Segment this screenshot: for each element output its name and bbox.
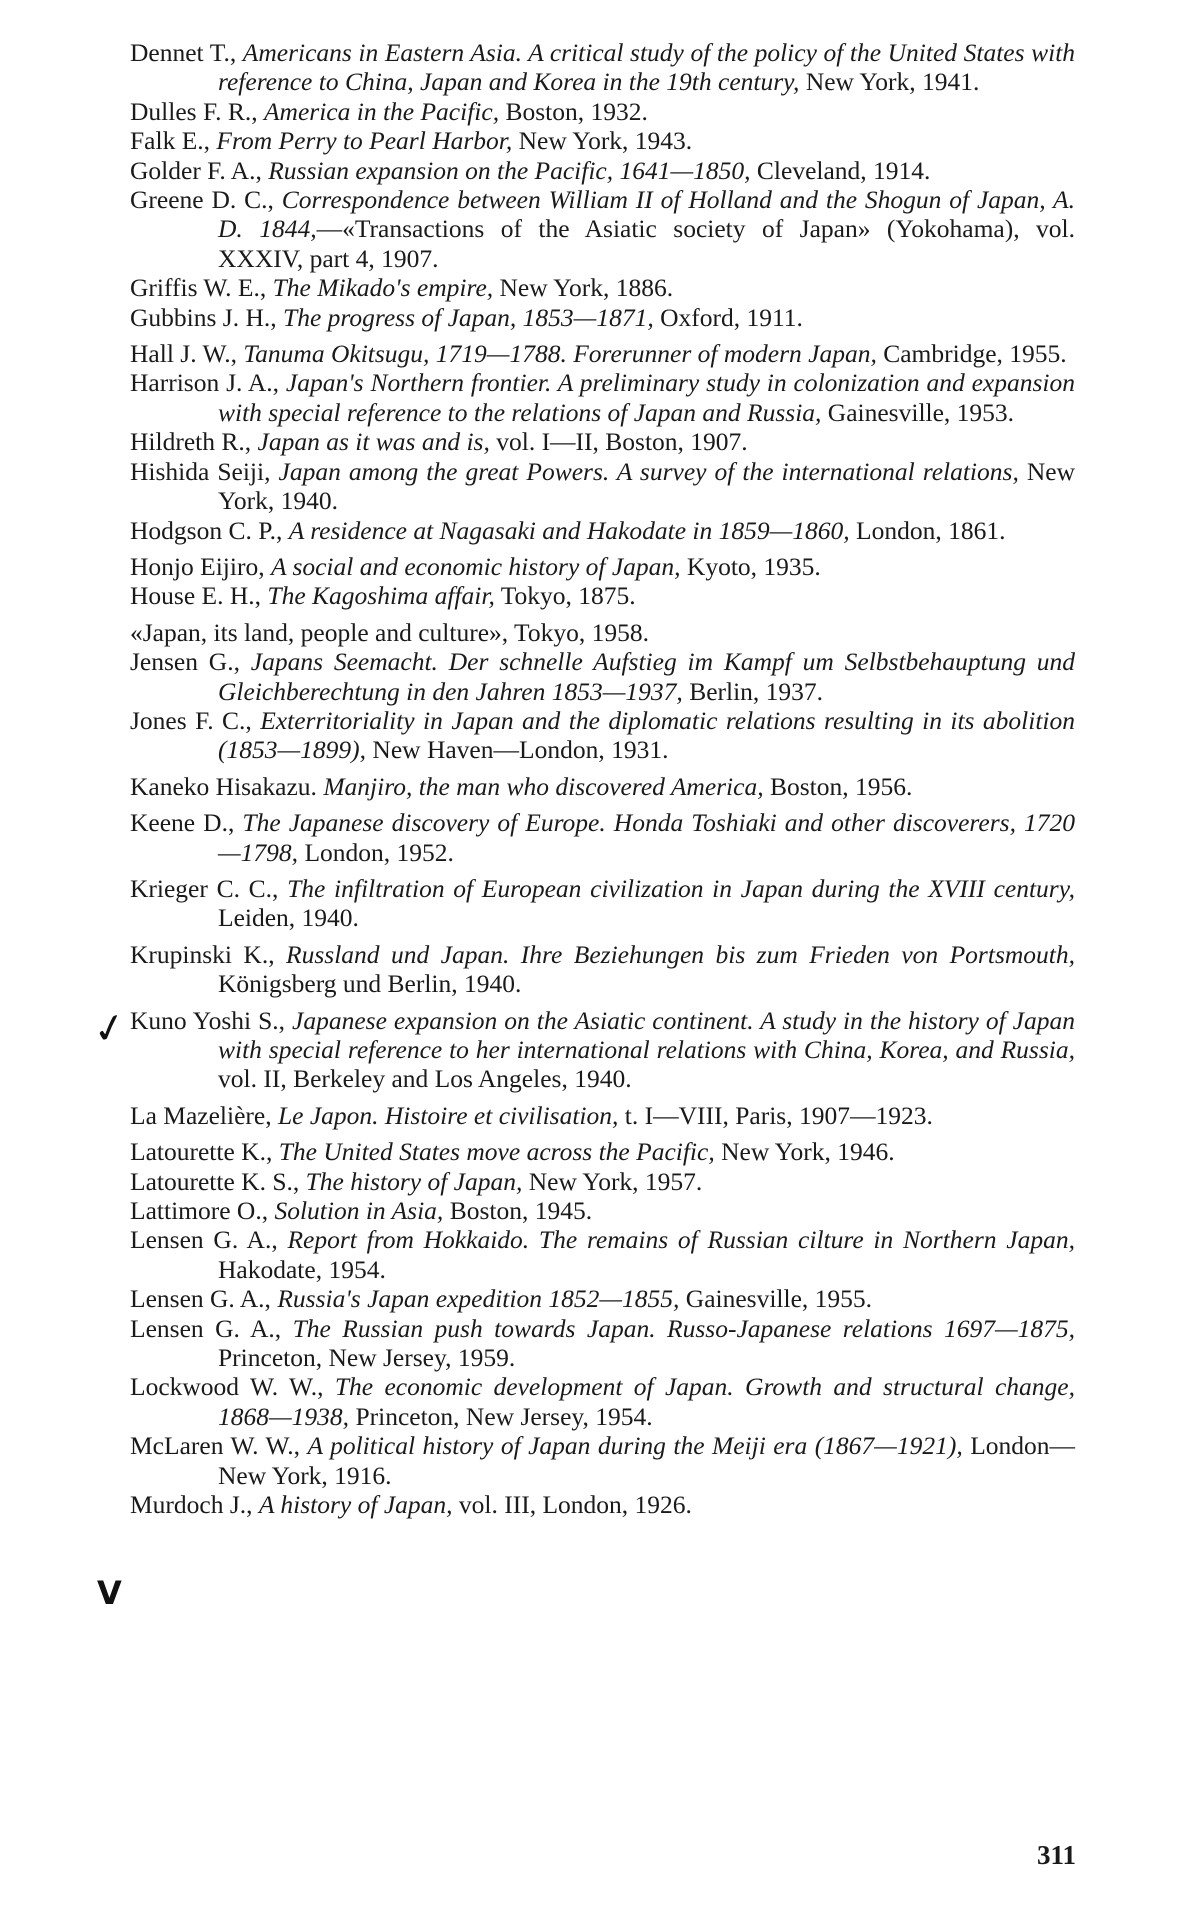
entry-publication: Tokyo, 1875. — [500, 581, 636, 611]
entry-title: Solution in Asia, — [274, 1196, 444, 1226]
entry-author: Hishida Seiji, — [130, 456, 271, 486]
bibliography-entry — [130, 1314, 1075, 1373]
entry-author: Hildreth R., — [130, 427, 252, 457]
entry-author: Hall J. W., — [130, 339, 237, 369]
bibliography-entry — [130, 940, 1075, 999]
entry-publication: New York, 1943. — [518, 126, 693, 156]
entry-title: The Mikado's empire, — [272, 273, 494, 303]
entry-author: Dulles F. R., — [130, 96, 258, 126]
entry-title: The progress of Japan, 1853—1871, — [283, 302, 654, 332]
entry-publication: Kyoto, 1935. — [686, 551, 821, 581]
entry-title: The economic development of Japan. Growth and structural change, 1868—1938, — [218, 1372, 1076, 1431]
bibliography-entry — [130, 126, 1075, 155]
entry-title: Exterritoriality in Japan and the diplomatic relations resulting in its abolition (1853—1899), — [218, 705, 1075, 765]
entry-title: A social and economic history of Japan, — [270, 551, 681, 581]
entry-title: A history of Japan, — [258, 1490, 453, 1520]
entry-publication: New York, 1946. — [721, 1137, 895, 1167]
entry-author: Hodgson C. P., — [130, 515, 283, 545]
entry-publication: New York, 1940. — [218, 456, 1076, 516]
bibliography-entry — [130, 552, 1075, 581]
entry-author: Falk E., — [130, 126, 211, 156]
bibliography-list — [130, 38, 1075, 1520]
bibliography-entry — [130, 38, 1075, 97]
entry-title: Japan among the great Powers. A survey of the international relations, — [278, 456, 1019, 486]
bibliography-entry — [130, 97, 1075, 126]
entry-author: Keene D., — [130, 808, 235, 838]
entry-title: The history of Japan, — [305, 1166, 523, 1196]
entry-title: The Japanese discovery of Europe. Honda Toshiaki and other discoverers, 1720—1798, — [218, 808, 1075, 867]
bibliography-entry — [130, 1101, 1075, 1130]
entry-title: From Perry to Pearl Harbor, — [216, 126, 513, 156]
entry-author: Lockwood W. W., — [130, 1372, 324, 1402]
entry-publication: t. I—VIII, Paris, 1907—1923. — [624, 1100, 933, 1130]
entry-title: Tanuma Okitsugu, 1719—1788. Forerunner of modern Japan, — [243, 339, 877, 369]
entry-title: A residence at Nagasaki and Hakodate in 1859—1860, — [288, 515, 850, 545]
entry-title: Japan's Northern frontier. A preliminary study in colonization and expansion with special reference to the relations of Japan and Russia, — [218, 368, 1075, 427]
bibliography-entry — [130, 516, 1075, 545]
entry-title: Japan as it was and is, — [257, 427, 490, 457]
entry-publication: Oxford, 1911. — [660, 302, 803, 332]
entry-publication: Hakodate, 1954. — [218, 1254, 386, 1284]
entry-author: Kaneko Hisakazu. — [130, 771, 317, 801]
entry-author: Kuno Yoshi S., — [130, 1005, 286, 1035]
entry-publication: —«Transactions of the Asiatic society of Japan» (Yokohama), vol. XXXIV, part 4, 1907. — [218, 214, 1076, 273]
entry-publication: New York, 1886. — [499, 273, 674, 303]
entry-title: Americans in Eastern Asia. A critical study of the policy of the United States with reference to China, Japan and Korea in the 19th century, — [218, 38, 1076, 97]
bibliography-entry — [130, 185, 1075, 273]
entry-publication: Princeton, New Jersey, 1959. — [218, 1343, 516, 1373]
entry-author: Krupinski K., — [130, 939, 275, 969]
entry-title: Russian expansion on the Pacific, 1641—1850, — [268, 155, 751, 185]
entry-publication: Cleveland, 1914. — [756, 155, 931, 185]
entry-author: Griffis W. E., — [130, 273, 267, 303]
entry-title: Japanese expansion on the Asiatic continent. A study in the history of Japan with special reference to her international relations with China, Korea, and Russia, — [218, 1005, 1076, 1064]
entry-author: Dennet T., — [130, 38, 237, 67]
entry-author: Gubbins J. H., — [130, 302, 277, 332]
page-number: 311 — [1036, 1840, 1076, 1870]
entry-author: Lensen G. A., — [130, 1313, 282, 1343]
entry-publication: Königsberg und Berlin, 1940. — [218, 969, 522, 999]
bibliography-entry — [130, 273, 1075, 302]
entry-author: Jones F. C., — [130, 705, 252, 735]
entry-title: The Russian push towards Japan. Russo-Japanese relations 1697—1875, — [292, 1313, 1076, 1343]
entry-author: Krieger C. C., — [130, 873, 279, 903]
handwritten-v-mark: V — [97, 1574, 122, 1612]
entry-publication: New Haven—London, 1931. — [372, 735, 669, 765]
entry-author: Jensen G., — [130, 647, 240, 677]
entry-publication: New York, 1941. — [805, 67, 980, 97]
bibliography-entry — [130, 581, 1075, 610]
bibliography-entry — [130, 156, 1075, 185]
bibliography-entry — [130, 874, 1075, 933]
entry-publication: Boston, 1956. — [769, 771, 913, 801]
bibliography-entry — [130, 303, 1075, 332]
entry-publication: Gainesville, 1953. — [827, 397, 1015, 427]
bibliography-entry — [130, 1490, 1075, 1519]
entry-title: A political history of Japan during the Meiji era (1867—1921), — [307, 1431, 963, 1461]
entry-title: Manjiro, the man who discovered America, — [323, 771, 764, 801]
entry-publication: London, 1952. — [304, 837, 454, 867]
entry-publication: New York, 1957. — [528, 1166, 703, 1196]
entry-publication: vol. III, London, 1926. — [458, 1490, 692, 1520]
bibliography-entry — [130, 647, 1075, 706]
bibliography-entry — [130, 1196, 1075, 1225]
bibliography-entry — [130, 457, 1075, 516]
bibliography-entry — [130, 427, 1075, 456]
entry-title: Correspondence between William II of Holland and the Shogun of Japan, A. D. 1844, — [218, 185, 1075, 244]
entry-title: Le Japon. Histoire et civilisation, — [277, 1100, 619, 1130]
entry-author: Lensen G. A., — [130, 1284, 271, 1314]
entry-publication: vol. II, Berkeley and Los Angeles, 1940. — [218, 1064, 632, 1094]
entry-publication: Boston, 1932. — [505, 96, 648, 126]
bibliography-entry — [130, 1284, 1075, 1313]
entry-author: Latourette K., — [130, 1137, 273, 1167]
entry-author: Greene D. C., — [130, 185, 274, 215]
entry-author: Harrison J. A., — [130, 368, 280, 398]
bibliography-entry — [130, 1137, 1075, 1166]
entry-title: The infiltration of European civilization in Japan during the XVIII century, — [287, 873, 1075, 903]
bibliography-entry — [130, 772, 1075, 801]
bibliography-entry — [130, 1431, 1075, 1490]
entry-title: America in the Pacific, — [263, 96, 500, 126]
entry-publication: Gainesville, 1955. — [685, 1284, 873, 1314]
bibliography-entry — [130, 1225, 1075, 1284]
entry-title: Russia's Japan expedition 1852—1855, — [277, 1284, 680, 1314]
entry-publication: London, 1861. — [856, 515, 1006, 545]
bibliography-entry — [130, 339, 1075, 368]
bibliography-entry — [130, 808, 1075, 867]
bibliography-entry — [130, 618, 1075, 647]
handwritten-check-mark: ✓ — [88, 1003, 131, 1055]
bibliography-entry — [130, 1167, 1075, 1196]
bibliography-entry — [130, 1372, 1075, 1431]
entry-author: Lensen G. A., — [130, 1225, 278, 1255]
entry-title: Japans Seemacht. Der schnelle Aufstieg im Kampf um Selbstbehauptung und Gleichberechtung in den Jahren 1853—1937, — [218, 647, 1076, 706]
entry-publication: Princeton, New Jersey, 1954. — [355, 1401, 653, 1431]
bibliography-entry — [130, 368, 1075, 427]
entry-author: House E. H., — [130, 581, 262, 611]
entry-publication: vol. I—II, Boston, 1907. — [496, 427, 748, 457]
entry-publication: Leiden, 1940. — [218, 903, 359, 933]
bibliography-entry — [130, 1006, 1075, 1094]
entry-title: The United States move across the Pacific, — [278, 1137, 715, 1167]
entry-publication: «Japan, its land, people and culture», Tokyo, 1958. — [130, 617, 649, 647]
entry-author: Lattimore O., — [130, 1196, 269, 1226]
bibliography-entry — [130, 706, 1075, 765]
entry-publication: Boston, 1945. — [449, 1196, 593, 1226]
entry-title: The Kagoshima affair, — [267, 581, 495, 611]
entry-publication: Berlin, 1937. — [689, 676, 824, 706]
entry-publication: London—New York, 1916. — [218, 1431, 1076, 1490]
entry-author: Murdoch J., — [130, 1490, 253, 1520]
entry-author: Golder F. A., — [130, 155, 262, 185]
entry-author: La Mazelière, — [130, 1100, 272, 1130]
entry-author: Honjo Eijiro, — [130, 551, 265, 581]
entry-publication: Cambridge, 1955. — [883, 339, 1067, 369]
entry-author: McLaren W. W., — [130, 1431, 301, 1461]
entry-author: Latourette K. S., — [130, 1166, 300, 1196]
entry-title: Report from Hokkaido. The remains of Russian cilture in Northern Japan, — [287, 1225, 1075, 1255]
entry-title: Russland und Japan. Ihre Beziehungen bis zum Frieden von Portsmouth, — [286, 939, 1075, 969]
